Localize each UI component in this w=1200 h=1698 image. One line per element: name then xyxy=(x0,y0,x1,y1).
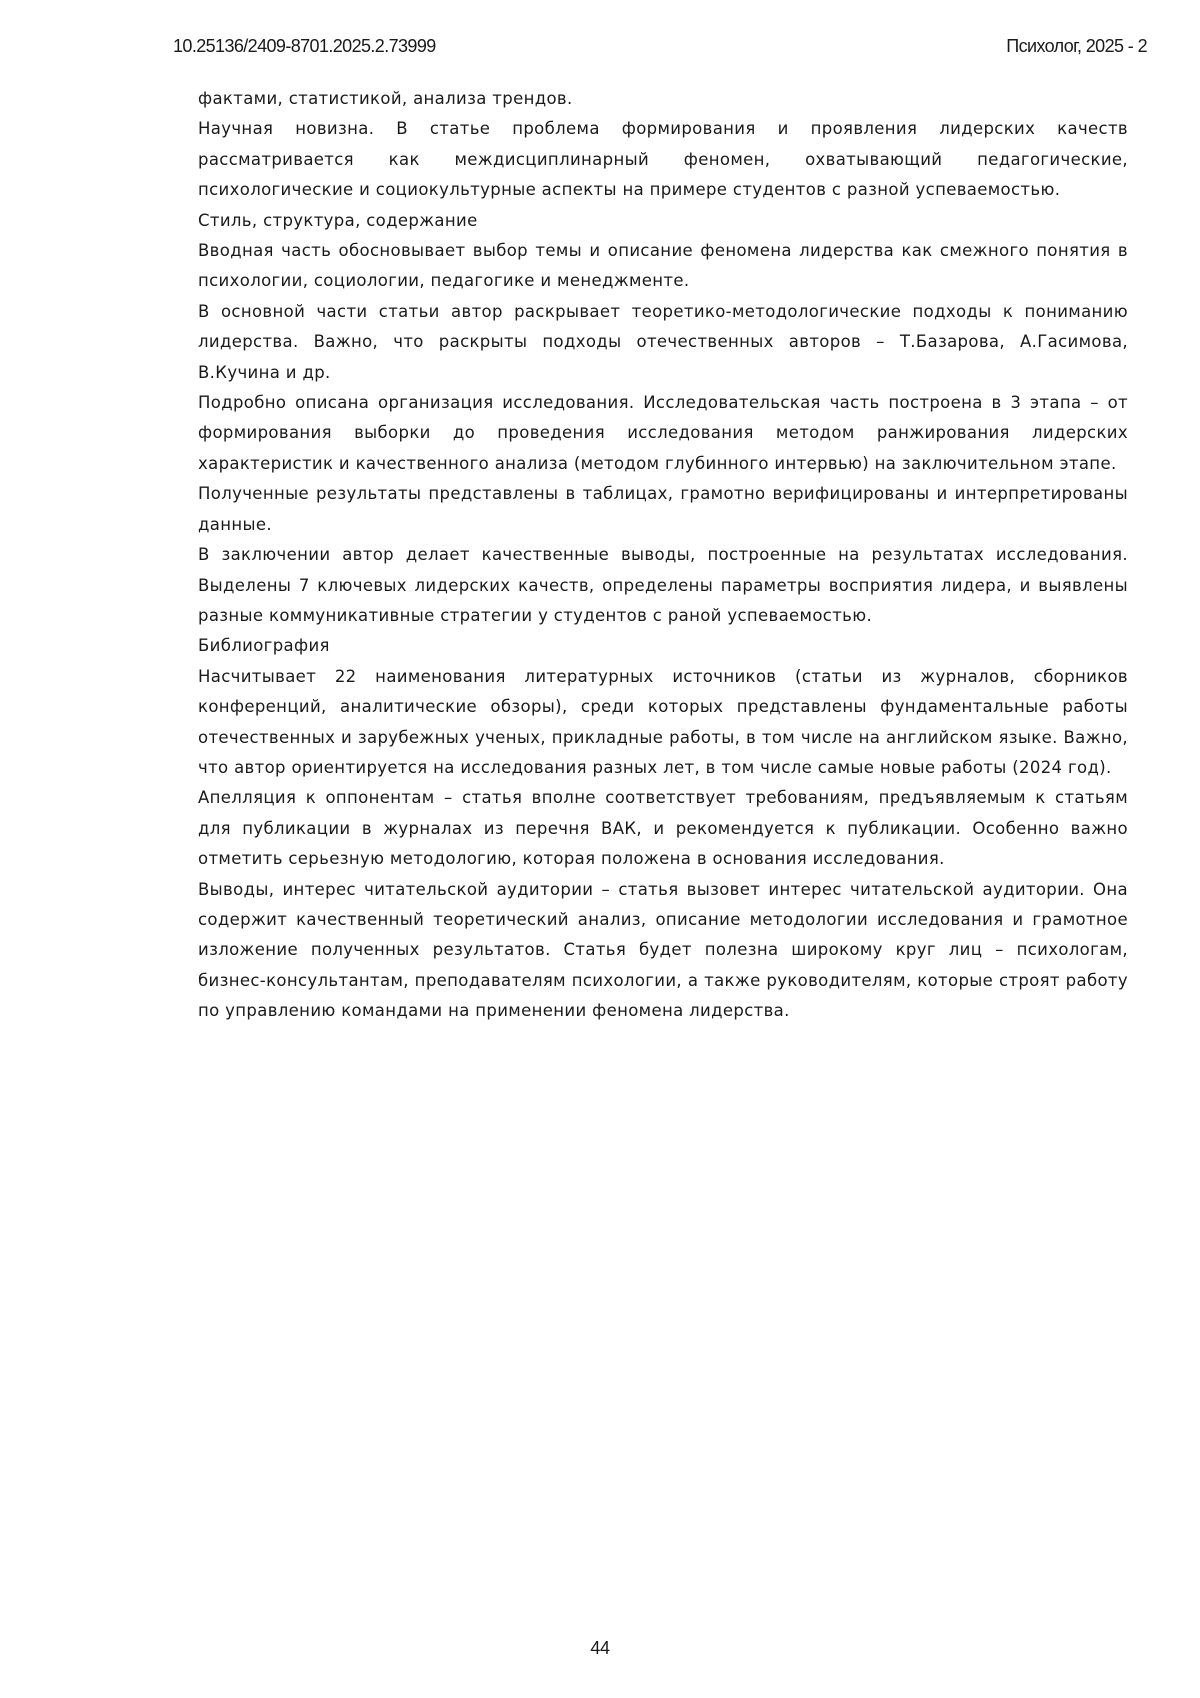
section-heading-style: Стиль, структура, содержание xyxy=(198,210,478,230)
paragraph-research-organization: Подробно описана организация исследования. Исследовательская часть построена в 3 этапа – от формирования выборки до проведения исследования методом ранжирования лидерских характеристик и качественного анализа (методом глубинного интервью) на заключительном этапе. xyxy=(198,393,1128,473)
article-body xyxy=(198,84,1128,1027)
paragraph-scientific-novelty: Научная новизна. В статье проблема формирования и проявления лидерских качеств рассматривается как междисциплинарный феномен, охватывающий педагогические, психологические и социокультурные аспекты на примере студентов с разной успеваемостью. xyxy=(198,119,1128,200)
paragraph-conclusion: В заключении автор делает качественные выводы, построенные на результатах исследования. Выделены 7 ключевых лидерских качеств, определены параметры восприятия лидера, и выявлены разные коммуникативные стратегии у студентов с раной успеваемостью. xyxy=(198,545,1128,625)
section-heading-bibliography: Библиография xyxy=(198,636,330,656)
paragraph-results: Полученные результаты представлены в таблицах, грамотно верифицированы и интерпретированы данные. xyxy=(198,484,1128,534)
doi-label: 10.25136/2409-8701.2025.2.73999 xyxy=(173,36,436,56)
page-number: 44 xyxy=(590,1638,610,1658)
paragraph-appeal-to-opponents: Апелляция к оппонентам – статья вполне соответствует требованиям, предъявляемым к статьям для публикации в журналах из перечня ВАК, и рекомендуется к публикации. Особенно важно отметить серьезную методологию, которая положена в основания исследования. xyxy=(198,788,1128,869)
paragraph-main-part: В основной части статьи автор раскрывает теоретико-методологические подходы к пониманию лидерства. Важно, что раскрыты подходы отечественных авторов – Т.Базарова, А.Гасимова, В.Кучина и др. xyxy=(198,301,1128,382)
paragraph-continuation: фактами, статистикой, анализа трендов. xyxy=(198,89,573,108)
journal-issue-label: Психолог, 2025 - 2 xyxy=(1006,36,1147,56)
page-header xyxy=(173,36,1147,62)
paragraph-introduction: Вводная часть обосновывает выбор темы и описание феномена лидерства как смежного понятия в психологии, социологии, педагогике и менеджменте. xyxy=(198,241,1128,291)
paragraph-bibliography: Насчитывает 22 наименования литературных источников (статьи из журналов, сборников конференций, аналитические обзоры), среди которых представлены фундаментальные работы отечественных и зарубежных ученых, прикладные работы, в том числе на английском языке. Важно, что автор ориентируется на исследования разных лет, в том числе самые новые работы (2024 год). xyxy=(198,666,1128,777)
paragraph-findings-audience: Выводы, интерес читательской аудитории – статья вызовет интерес читательской аудитории. Она содержит качественный теоретический анализ, описание методологии исследования и грамотное изложение полученных результатов. Статья будет полезна широкому круг лиц – психологам, бизнес-консультантам, преподавателям психологии, а также руководителям, которые строят работу по управлению командами на применении феномена лидерства. xyxy=(198,879,1128,1021)
